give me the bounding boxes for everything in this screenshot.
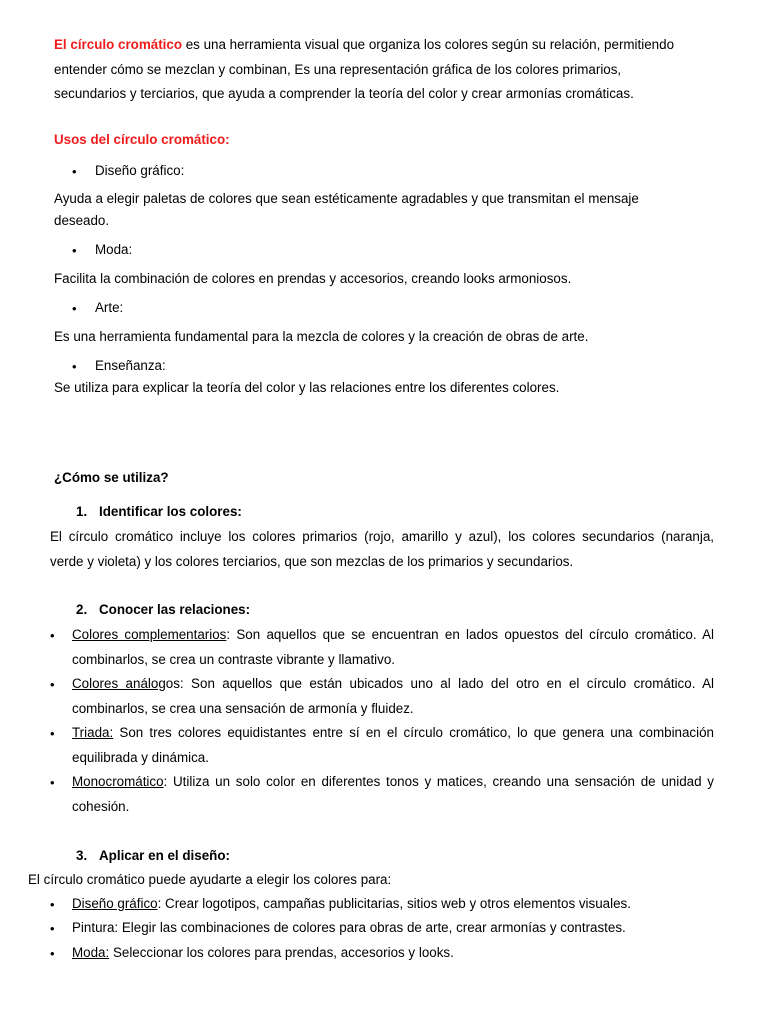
list-item: Pintura: Elegir las combinaciones de colores para obras de arte, crear armonías y contrastes. <box>72 920 626 935</box>
list-item: Colores complementarios: Son aquellos que se encuentran en lados opuestos del círculo cromático. Al combinarlos, se crea un contraste vibrante y llamativo. <box>72 627 714 667</box>
relation-term: Monocromático <box>72 774 164 789</box>
step3-number: 3. <box>76 848 88 863</box>
bullet-icon: • <box>50 946 55 961</box>
bullet-icon: • <box>50 775 55 790</box>
list-item: Monocromático: Utiliza un solo color en diferentes tonos y matices, creando una sensación de unidad y cohesión. <box>72 774 714 814</box>
relation-term: Colores análog <box>72 676 166 691</box>
step1-title: Identificar los colores: <box>99 504 242 519</box>
list-item: Moda: Seleccionar los colores para prendas, accesorios y looks. <box>72 945 454 960</box>
step1-number: 1. <box>76 504 88 519</box>
step3-intro: El círculo cromático puede ayudarte a elegir los colores para: <box>28 872 392 887</box>
step1-paragraph: El círculo cromático incluye los colores primarios (rojo, amarillo y azul), los colores secundarios (naranja, verde y violeta) y los colores terciarios, que son mezclas de los primarios y secundarios. <box>50 529 714 569</box>
como-heading: ¿Cómo se utiliza? <box>54 470 169 485</box>
apply-term: Moda: <box>72 945 110 960</box>
relation-term: Triada: <box>72 725 114 740</box>
intro-paragraph: El círculo cromático es una herramienta visual que organiza los colores según su relación, permitiendo entender cómo se mezclan y combinan, Es una representación gráfica de los colores primarios, secundarios y terciarios, que ayuda a comprender la teoría del color y crear armonías cromáticas. <box>54 37 675 101</box>
apply-term: Diseño gráfico <box>72 896 158 911</box>
bullet-icon: • <box>50 921 55 936</box>
list-item: Colores análogos: Son aquellos que están ubicados uno al lado del otro en el círculo cromático. Al combinarlos, se crea una sensación de armonía y fluidez. <box>72 676 714 716</box>
intro-term: El círculo cromático <box>54 37 182 52</box>
usos-item-desc: Es una herramienta fundamental para la mezcla de colores y la creación de obras de arte. <box>54 329 589 344</box>
bullet-icon: • <box>72 301 77 316</box>
step2-title: Conocer las relaciones: <box>99 602 251 617</box>
usos-heading: Usos del círculo cromático: <box>54 132 230 147</box>
bullet-icon: • <box>50 677 55 692</box>
usos-item-desc: Se utiliza para explicar la teoría del color y las relaciones entre los diferentes colores. <box>54 380 560 395</box>
bullet-icon: • <box>72 164 77 179</box>
usos-item-label: Enseñanza: <box>95 358 166 373</box>
bullet-icon: • <box>72 359 77 374</box>
step2-number: 2. <box>76 602 88 617</box>
usos-item-label: Arte: <box>95 300 124 315</box>
bullet-icon: • <box>50 628 55 643</box>
relation-term: Colores complementarios <box>72 627 227 642</box>
usos-item-desc: Facilita la combinación de colores en prendas y accesorios, creando looks armoniosos. <box>54 271 572 286</box>
list-item: Triada: Son tres colores equidistantes entre sí en el círculo cromático, lo que genera una combinación equilibrada y dinámica. <box>72 725 714 765</box>
list-item: Diseño gráfico: Crear logotipos, campañas publicitarias, sitios web y otros elementos visuales. <box>72 896 631 911</box>
step3-title: Aplicar en el diseño: <box>99 848 230 863</box>
usos-item-label: Moda: <box>95 242 133 257</box>
usos-item-desc: Ayuda a elegir paletas de colores que sean estéticamente agradables y que transmitan el mensaje deseado. <box>54 191 639 228</box>
bullet-icon: • <box>50 897 55 912</box>
bullet-icon: • <box>50 726 55 741</box>
usos-item-label: Diseño gráfico: <box>95 163 185 178</box>
bullet-icon: • <box>72 243 77 258</box>
